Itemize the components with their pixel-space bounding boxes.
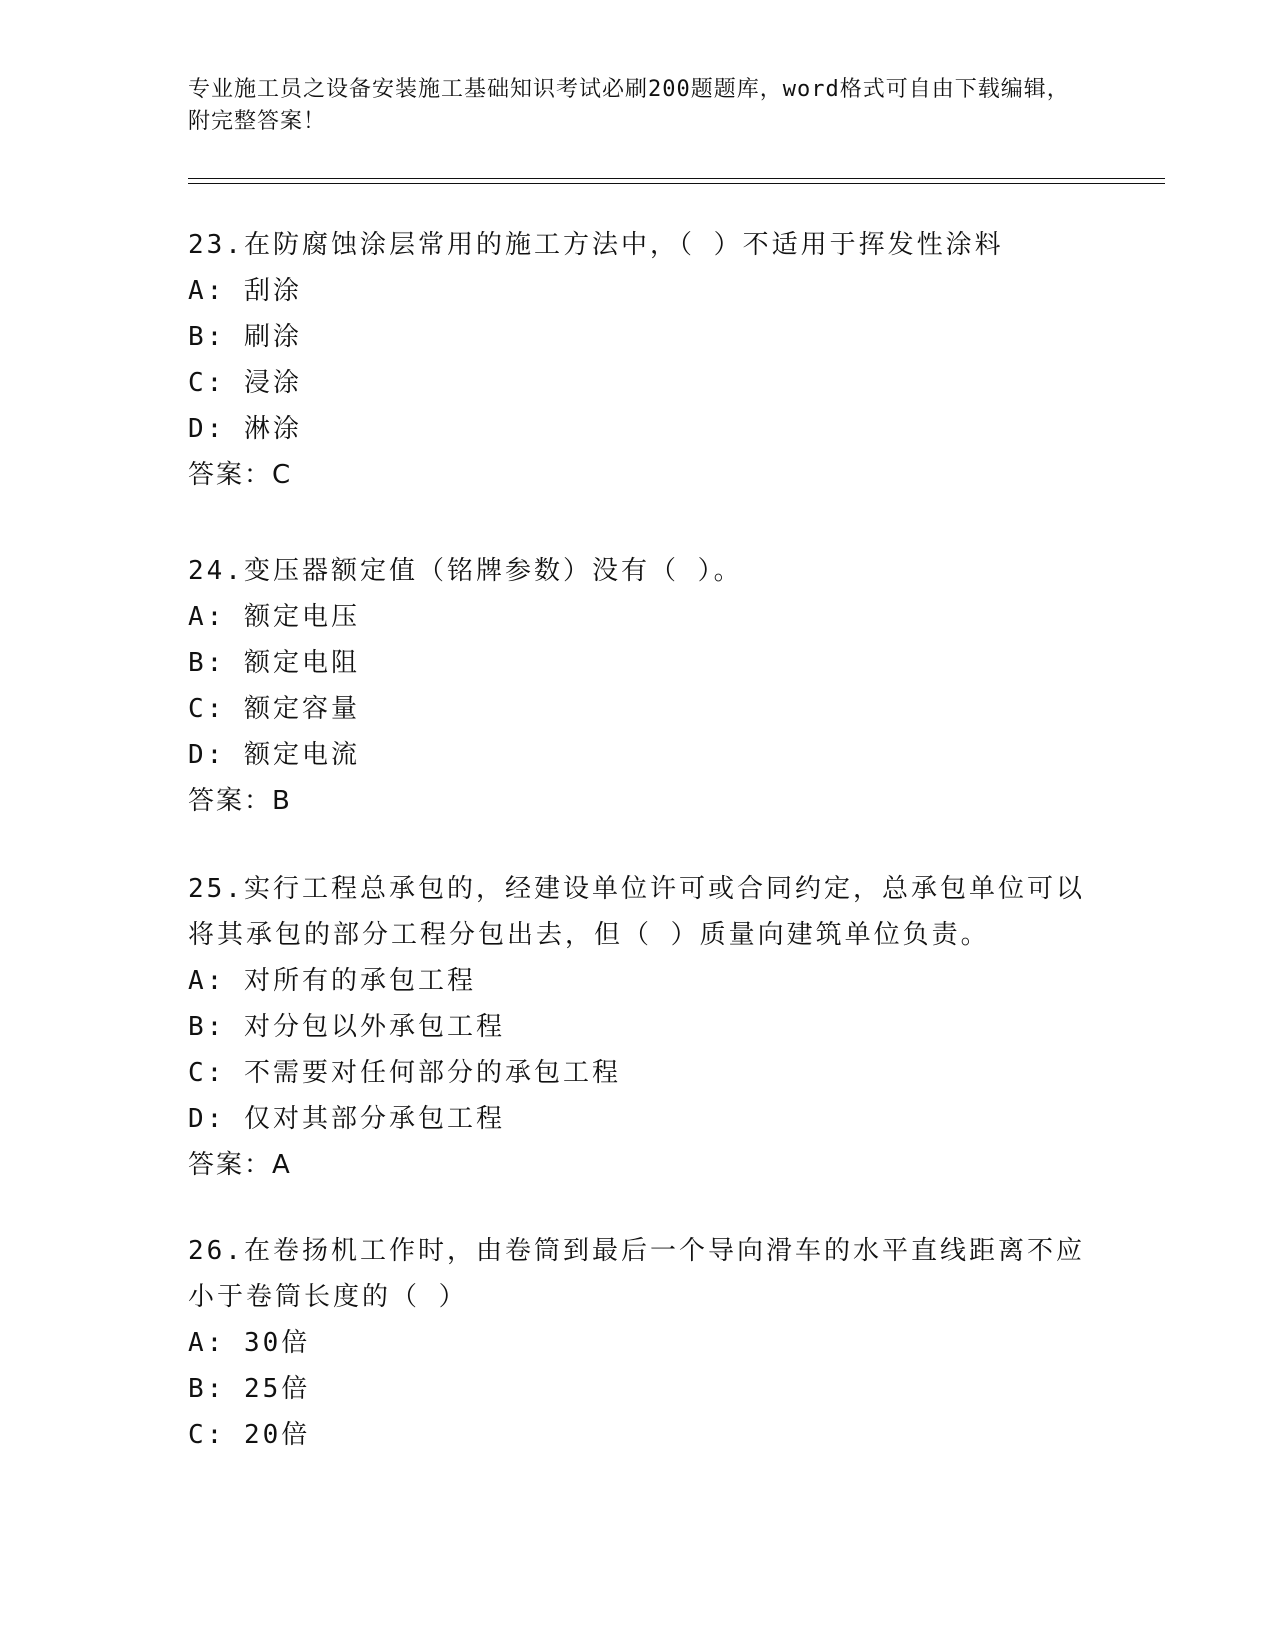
answer: 答案：C — [188, 460, 293, 490]
option-b: B: 25倍 — [188, 1374, 311, 1404]
header-divider-bottom — [188, 183, 1165, 184]
option-b: B: 刷涂 — [188, 322, 302, 352]
option-a: A: 刮涂 — [188, 276, 302, 306]
answer: 答案：A — [188, 1150, 292, 1180]
option-d: D: 额定电流 — [188, 740, 360, 770]
option-d: D: 淋涂 — [188, 414, 302, 444]
header-divider-top — [188, 178, 1165, 179]
option-a: A: 对所有的承包工程 — [188, 966, 476, 996]
answer: 答案：B — [188, 786, 292, 816]
document-header: 专业施工员之设备安装施工基础知识考试必刷200题题库，word格式可自由下载编辑，附完整答案！ — [188, 77, 1070, 134]
question-stem: 26.在卷扬机工作时，由卷筒到最后一个导向滑车的水平直线距离不应小于卷筒长度的（ ） — [188, 1236, 1085, 1312]
option-d: D: 仅对其部分承包工程 — [188, 1104, 505, 1134]
question-25 — [188, 866, 1088, 1188]
option-a: A: 额定电压 — [188, 602, 360, 632]
option-b: B: 对分包以外承包工程 — [188, 1012, 505, 1042]
option-c: C: 额定容量 — [188, 694, 360, 724]
question-23 — [188, 222, 1088, 498]
question-stem: 24.变压器额定值（铭牌参数）没有（ ）。 — [188, 556, 743, 586]
option-a: A: 30倍 — [188, 1328, 311, 1358]
option-b: B: 额定电阻 — [188, 648, 360, 678]
question-26 — [188, 1228, 1088, 1458]
option-c: C: 不需要对任何部分的承包工程 — [188, 1058, 621, 1088]
option-c: C: 20倍 — [188, 1420, 311, 1450]
question-stem: 25.实行工程总承包的，经建设单位许可或合同约定，总承包单位可以将其承包的部分工程分包出去，但（ ）质量向建筑单位负责。 — [188, 874, 1085, 950]
question-stem: 23.在防腐蚀涂层常用的施工方法中，（ ）不适用于挥发性涂料 — [188, 230, 1004, 260]
option-c: C: 浸涂 — [188, 368, 302, 398]
question-24 — [188, 548, 1088, 824]
